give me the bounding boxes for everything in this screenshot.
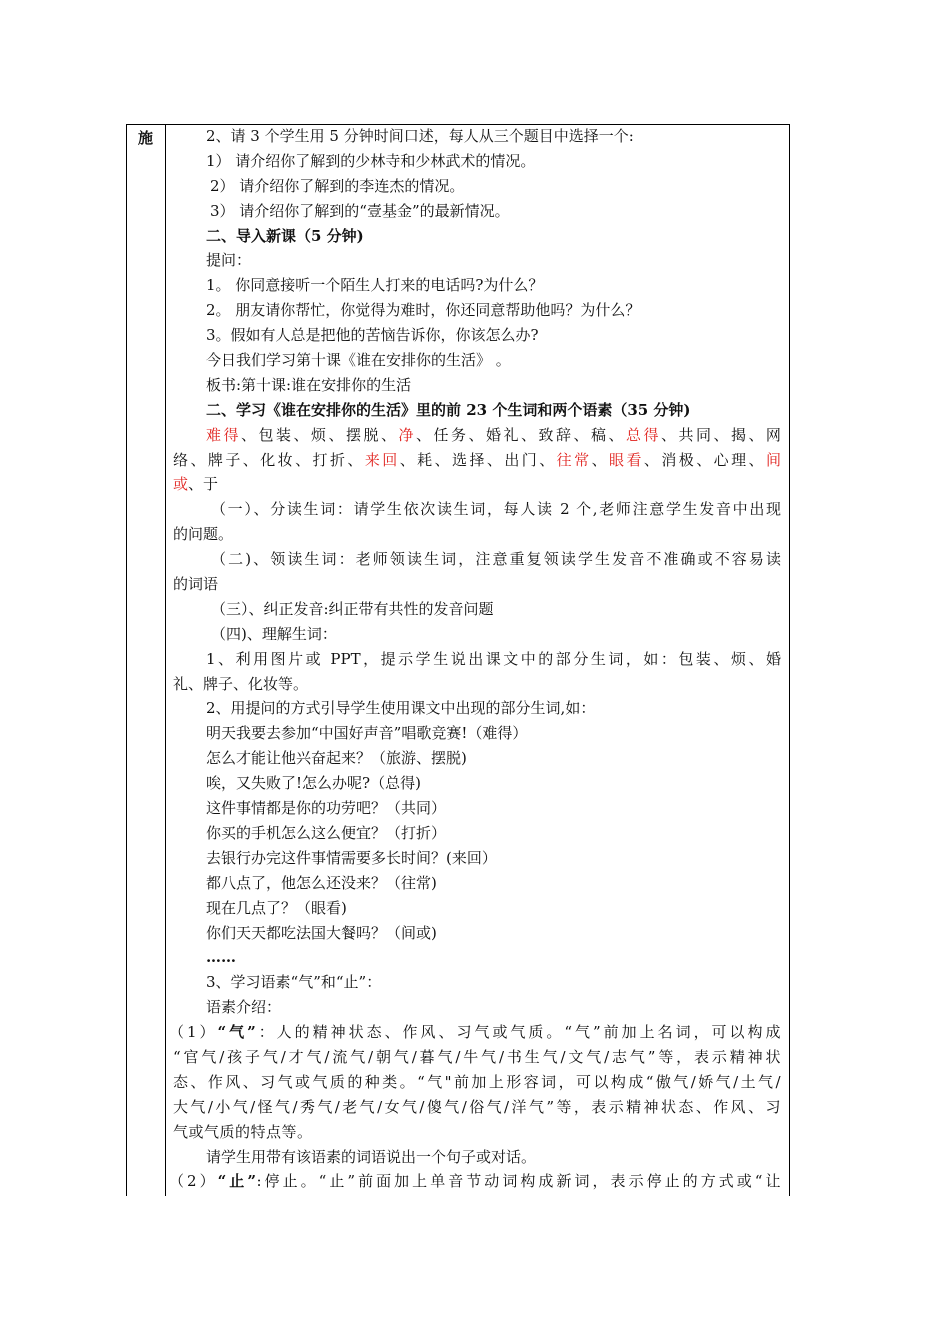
ellipsis: ……	[206, 948, 236, 967]
example-question: 去银行办完这件事情需要多长时间？(来回）	[206, 848, 497, 867]
text-line: 的问题。	[173, 525, 234, 544]
section-heading: 二、学习《谁在安排你的生活》里的前 23 个生词和两个语素（35 分钟)	[206, 400, 691, 419]
text-line: （三）、纠正发音:纠正带有共性的发音问题	[211, 599, 494, 618]
text-line: 礼、牌子、化妆等。	[173, 674, 309, 693]
morpheme-term: “止”	[217, 1172, 257, 1191]
text-line: 1、利用图片或 PPT，提示学生说出课文中的部分生词，如：包装、烦、婚	[206, 649, 781, 668]
text-line: （四)、理解生词：	[211, 624, 337, 643]
vocab-line	[173, 472, 781, 497]
vocab-text: 、任务、婚礼、致辞、稿、	[415, 425, 626, 444]
vocab-text: 、包装、烦、摆脱、	[241, 425, 399, 444]
vocab-line	[173, 423, 781, 448]
morpheme-text: :停止。“止”前面加上单音节动词构成新词，表示停止的方式或“让	[256, 1172, 781, 1191]
morpheme-qi-line: “官气/孩子气/才气/流气/朝气/暮气/牛气/书生气/文气/志气”等，表示精神状	[173, 1047, 781, 1066]
text-line: 3、学习语素“气”和“止”：	[206, 973, 382, 992]
item-number: （2）	[169, 1172, 218, 1191]
text-line: 板书:第十课:谁在安排你的生活	[206, 375, 412, 394]
text-line: 1。 你同意接听一个陌生人打来的电话吗?为什么？	[206, 276, 544, 295]
vocab-line	[173, 448, 781, 473]
morpheme-qi-line	[169, 1020, 781, 1045]
example-question: 你们天天都吃法国大餐吗？（间或)	[206, 923, 437, 942]
vocab-text: 、共同、揭、网	[660, 425, 781, 444]
example-question: 都八点了，他怎么还没来？（往常)	[206, 873, 437, 892]
vocab-text: 、消极、心理、	[643, 450, 766, 469]
highlight-word: 间	[765, 450, 781, 469]
morpheme-qi-line: 气或气质的特点等。	[173, 1122, 313, 1141]
text-line: 2。 朋友请你帮忙，你觉得为难时，你还同意帮助他吗？为什么？	[206, 301, 641, 320]
example-question: 唉，又失败了!怎么办呢?（总得)	[206, 774, 421, 793]
lesson-content	[169, 124, 781, 1194]
example-question: 现在几点了？（眼看)	[206, 898, 347, 917]
example-question: 这件事情都是你的功劳吧？（共同）	[206, 799, 447, 818]
column-divider	[165, 124, 166, 1196]
item-number: （1）	[169, 1023, 218, 1042]
highlight-word: 总得	[625, 425, 661, 444]
text-line: （一）、分读生词：请学生依次读生词，每人读 2 个,老师注意学生发音中出现	[211, 500, 781, 519]
text-line: 请学生用带有该语素的词语说出一个句子或对话。	[206, 1147, 537, 1166]
text-line: 的词语	[173, 575, 219, 594]
highlight-word: 来回	[364, 450, 400, 469]
vocab-text: 、耗、选择、出门、	[399, 450, 557, 469]
morpheme-zhi-line	[169, 1169, 781, 1194]
morpheme-text: ：人的精神状态、作风、习气或气质。“气”前加上名词，可以构成	[256, 1023, 781, 1042]
text-line: （二)、领读生词：老师领读生词，注意重复领读学生发音不准确或不容易读	[211, 550, 781, 569]
highlight-word: 往常	[556, 450, 592, 469]
text-line: 2、用提问的方式引导学生使用课文中出现的部分生词,如：	[206, 699, 596, 718]
text-line: 提问：	[206, 251, 252, 270]
example-question: 明天我要去参加“中国好声音”唱歌竞赛!（难得）	[206, 724, 528, 743]
text-line: 1） 请介绍你了解到的少林寺和少林武术的情况。	[206, 151, 536, 170]
text-line: 2） 请介绍你了解到的李连杰的情况。	[210, 176, 465, 195]
example-question: 你买的手机怎么这么便宜？（打折）	[206, 823, 447, 842]
highlight-word: 眼看	[609, 450, 644, 469]
vocab-text: 、于	[188, 475, 219, 494]
text-line: 3。假如有人总是把他的苦恼告诉你，你该怎么办?	[206, 326, 539, 345]
morpheme-term: “气”	[217, 1023, 257, 1042]
example-question: 怎么才能让他兴奋起来？（旅游、摆脱)	[206, 749, 467, 768]
section-label: 施	[137, 129, 153, 147]
morpheme-qi-line: 态、作风、习气或气质的种类。“气"前加上形容词，可以构成“傲气/娇气/土气/	[173, 1072, 781, 1091]
highlight-word: 净	[398, 425, 416, 444]
text-line: 3） 请介绍你了解到的“壹基金”的最新情况。	[210, 201, 510, 220]
morpheme-qi-line: 大气/小气/怪气/秀气/老气/女气/傻气/俗气/洋气”等，表示精神状态、作风、习	[173, 1097, 781, 1116]
text-line: 今日我们学习第十课《谁在安排你的生活》 。	[206, 351, 511, 370]
text-line: 语素介绍：	[206, 998, 282, 1017]
section-heading: 二、导入新课（5 分钟)	[206, 226, 364, 245]
vocab-text: 、	[591, 450, 610, 469]
vocab-text: 络、牌子、化妆、打折、	[173, 450, 365, 469]
highlight-word: 难得	[206, 425, 241, 444]
highlight-word: 或	[173, 475, 189, 494]
text-line: 2、请 3 个学生用 5 分钟时间口述，每人从三个题目中选择一个:	[206, 127, 634, 145]
